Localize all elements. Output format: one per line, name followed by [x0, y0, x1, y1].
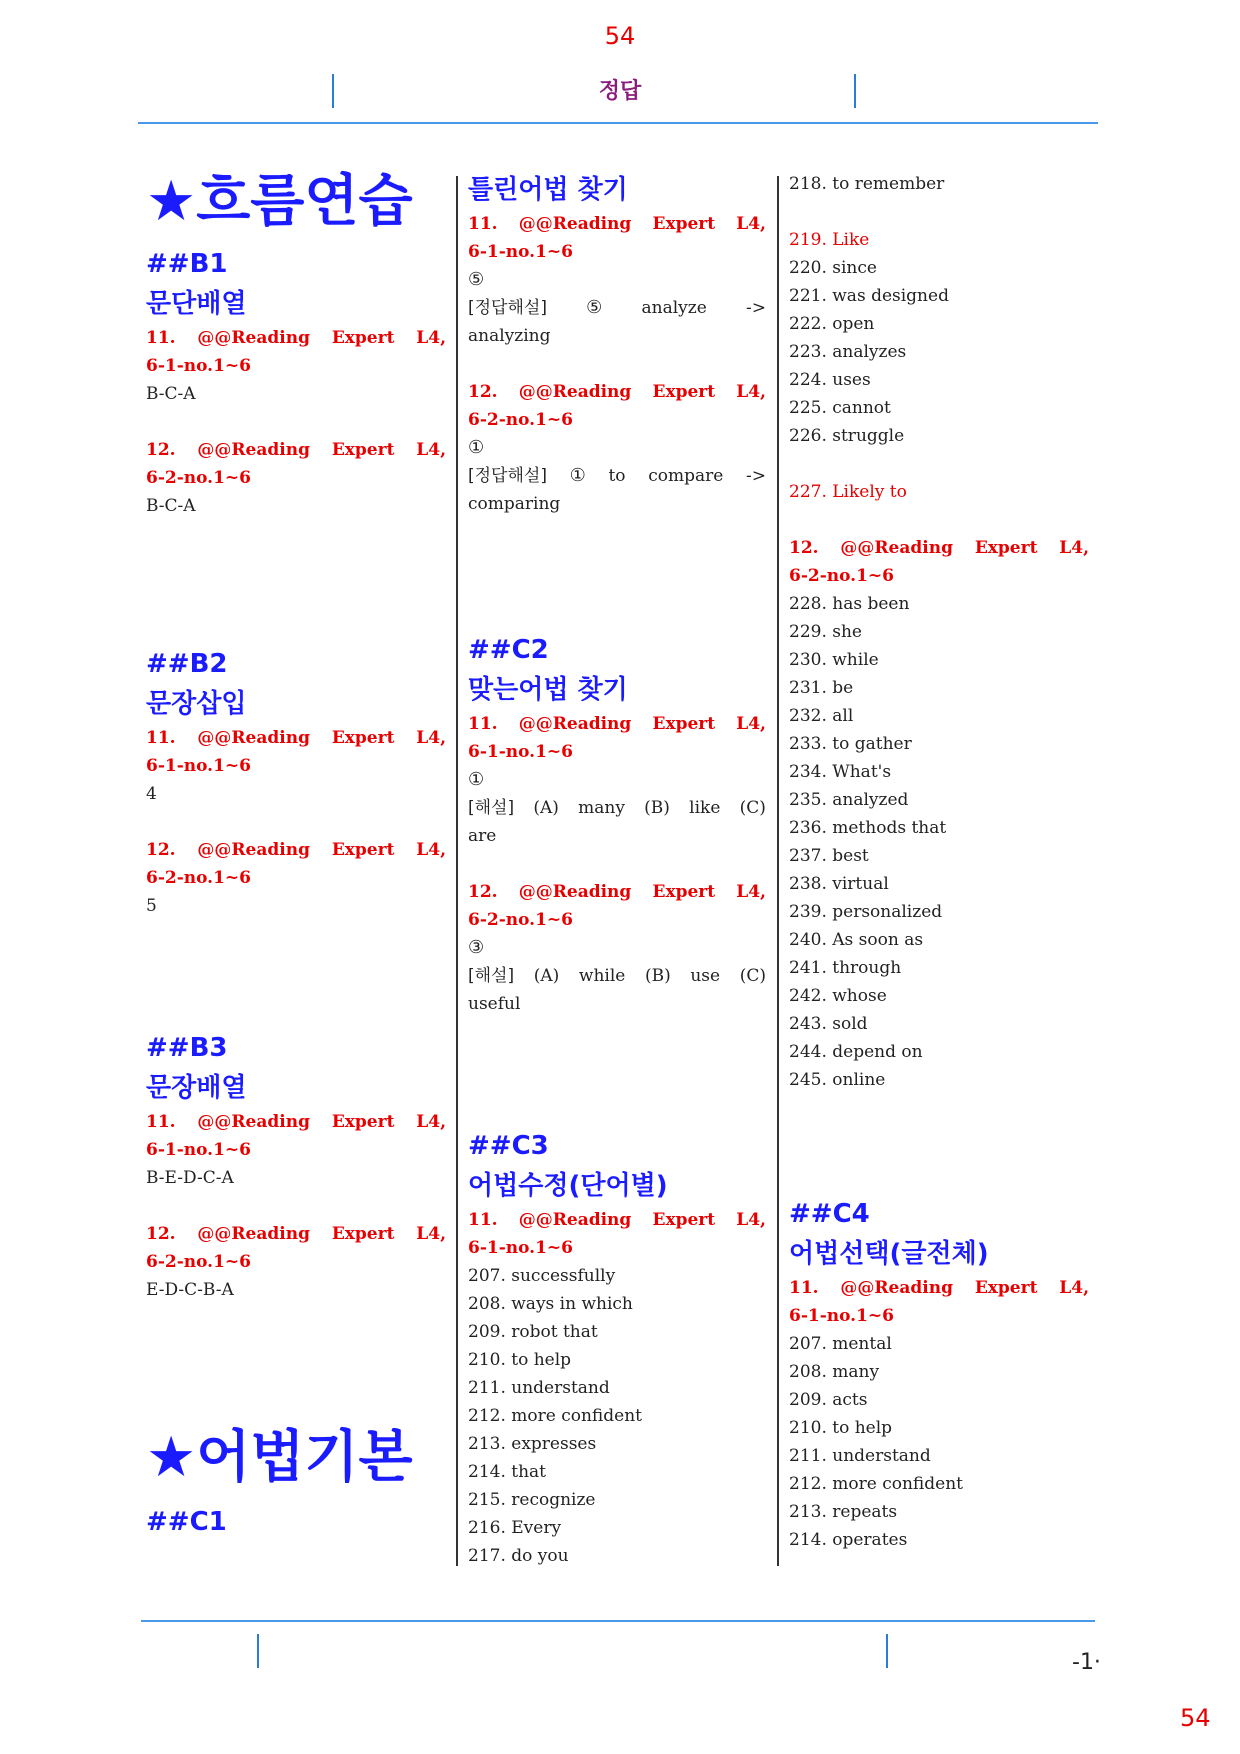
list-item: 214. operates	[789, 1530, 908, 1550]
list-item: 212. more confident	[789, 1474, 963, 1494]
explanation-line: [해설] (A) while (B) use (C)	[468, 966, 766, 986]
source-sub: 6-2-no.1~6	[146, 868, 251, 888]
column-divider-right	[777, 176, 779, 1566]
source-sub: 6-1-no.1~6	[146, 356, 251, 376]
list-item: 245. online	[789, 1070, 886, 1090]
list-item-highlight: 219. Like	[789, 230, 870, 250]
list-item: 217. do you	[468, 1546, 569, 1566]
source-sub: 6-2-no.1~6	[468, 910, 573, 930]
explanation-cont: comparing	[468, 494, 561, 514]
source-sub: 6-1-no.1~6	[468, 1238, 573, 1258]
list-item: 236. methods that	[789, 818, 947, 838]
list-item: 218. to remember	[789, 174, 945, 194]
section-name-c4: 어법선택(글전체)	[789, 1239, 989, 1269]
list-item: 234. What's	[789, 762, 892, 782]
section-code-b1: ##B1	[146, 249, 228, 279]
answer: E-D-C-B-A	[146, 1280, 234, 1300]
page-number-top: 54	[604, 22, 636, 50]
section-title-flow: ★흐름연습	[146, 169, 413, 234]
footer-rule	[141, 1620, 1095, 1622]
column-3	[789, 170, 1089, 1554]
explanation-line: [해설] (A) many (B) like (C)	[468, 798, 766, 818]
list-item: 225. cannot	[789, 398, 891, 418]
list-item: 242. whose	[789, 986, 887, 1006]
column-1	[146, 170, 446, 1542]
list-item: 214. that	[468, 1462, 547, 1482]
source-sub: 6-2-no.1~6	[146, 468, 251, 488]
list-item: 207. mental	[789, 1334, 892, 1354]
source-line: 12. @@Reading Expert L4,	[146, 1224, 446, 1244]
list-item: 208. many	[789, 1362, 880, 1382]
source-sub: 6-1-no.1~6	[146, 1140, 251, 1160]
answer-mark: ①	[468, 769, 485, 790]
source-line: 12. @@Reading Expert L4,	[468, 882, 766, 902]
source-sub: 6-2-no.1~6	[146, 1252, 251, 1272]
section-code-c4: ##C4	[789, 1199, 870, 1229]
source-line: 11. @@Reading Expert L4,	[468, 1210, 766, 1230]
section-name-b2: 문장삽입	[146, 689, 247, 719]
list-item: 222. open	[789, 314, 875, 334]
list-item: 239. personalized	[789, 902, 943, 922]
header-rule	[138, 122, 1098, 124]
list-item: 241. through	[789, 958, 902, 978]
source-line: 11. @@Reading Expert L4,	[789, 1278, 1089, 1298]
list-item: 237. best	[789, 846, 869, 866]
list-item: 220. since	[789, 258, 877, 278]
list-item: 209. acts	[789, 1390, 868, 1410]
section-name-b1: 문단배열	[146, 289, 247, 319]
list-item: 230. while	[789, 650, 879, 670]
source-line: 12. @@Reading Expert L4,	[146, 440, 446, 460]
list-item: 211. understand	[789, 1446, 931, 1466]
section-name-b3: 문장배열	[146, 1073, 247, 1103]
list-item: 223. analyzes	[789, 342, 907, 362]
list-item: 213. repeats	[789, 1502, 898, 1522]
footer-right-bar	[886, 1634, 888, 1668]
column-divider-left	[456, 176, 458, 1566]
explanation-cont: are	[468, 826, 497, 846]
answer: B-C-A	[146, 496, 196, 516]
list-item: 235. analyzed	[789, 790, 909, 810]
answer: 5	[146, 896, 157, 916]
source-sub: 6-1-no.1~6	[146, 756, 251, 776]
list-item-highlight: 227. Likely to	[789, 482, 907, 502]
source-sub: 6-1-no.1~6	[468, 242, 573, 262]
answer: 4	[146, 784, 157, 804]
footer-left-bar	[257, 1634, 259, 1668]
section-name-c1: 틀린어법 찾기	[468, 175, 628, 205]
footer-page-label: -1·	[1072, 1650, 1101, 1675]
section-code-b2: ##B2	[146, 649, 228, 679]
list-item: 210. to help	[789, 1418, 893, 1438]
explanation-cont: analyzing	[468, 326, 551, 346]
explanation-cont: useful	[468, 994, 521, 1014]
list-item: 229. she	[789, 622, 862, 642]
page-number-bottom: 54	[1180, 1704, 1211, 1732]
answer: B-C-A	[146, 384, 196, 404]
list-item: 232. all	[789, 706, 854, 726]
section-code-c3: ##C3	[468, 1131, 549, 1161]
list-item: 209. robot that	[468, 1322, 598, 1342]
list-item: 210. to help	[468, 1350, 572, 1370]
source-line: 11. @@Reading Expert L4,	[468, 714, 766, 734]
explanation-line: [정답해설] ① to compare ->	[468, 465, 766, 486]
source-line: 12. @@Reading Expert L4,	[468, 382, 766, 402]
list-item: 215. recognize	[468, 1490, 596, 1510]
list-item: 228. has been	[789, 594, 910, 614]
list-item: 221. was designed	[789, 286, 949, 306]
list-item: 211. understand	[468, 1378, 610, 1398]
source-line: 11. @@Reading Expert L4,	[468, 214, 766, 234]
list-item: 238. virtual	[789, 874, 889, 894]
source-sub: 6-2-no.1~6	[468, 410, 573, 430]
explanation-line: [정답해설] ⑤ analyze ->	[468, 297, 766, 318]
answer-mark: ③	[468, 937, 485, 958]
column-2	[468, 170, 766, 1570]
source-sub: 6-1-no.1~6	[789, 1306, 894, 1326]
list-item: 243. sold	[789, 1014, 868, 1034]
list-item: 213. expresses	[468, 1434, 597, 1454]
source-line: 11. @@Reading Expert L4,	[146, 328, 446, 348]
answer-mark: ①	[468, 437, 485, 458]
section-name-c3: 어법수정(단어별)	[468, 1171, 668, 1201]
list-item: 216. Every	[468, 1518, 562, 1538]
answer-mark: ⑤	[468, 269, 485, 290]
answer: B-E-D-C-A	[146, 1168, 234, 1188]
section-title-grammar: ★어법기본	[146, 1425, 413, 1490]
list-item: 212. more confident	[468, 1406, 642, 1426]
header-title: 정답	[598, 79, 642, 104]
section-code-c2: ##C2	[468, 635, 549, 665]
list-item: 208. ways in which	[468, 1294, 633, 1314]
list-item: 207. successfully	[468, 1266, 616, 1286]
list-item: 233. to gather	[789, 734, 912, 754]
source-line: 12. @@Reading Expert L4,	[789, 538, 1089, 558]
list-item: 244. depend on	[789, 1042, 923, 1062]
section-code-c1: ##C1	[146, 1507, 227, 1537]
list-item: 226. struggle	[789, 426, 905, 446]
source-line: 12. @@Reading Expert L4,	[146, 840, 446, 860]
list-item: 231. be	[789, 678, 854, 698]
source-line: 11. @@Reading Expert L4,	[146, 728, 446, 748]
list-item: 240. As soon as	[789, 930, 924, 950]
source-sub: 6-1-no.1~6	[468, 742, 573, 762]
section-code-b3: ##B3	[146, 1033, 228, 1063]
source-line: 11. @@Reading Expert L4,	[146, 1112, 446, 1132]
section-name-c2: 맞는어법 찾기	[468, 675, 628, 705]
list-item: 224. uses	[789, 370, 871, 390]
source-sub: 6-2-no.1~6	[789, 566, 894, 586]
